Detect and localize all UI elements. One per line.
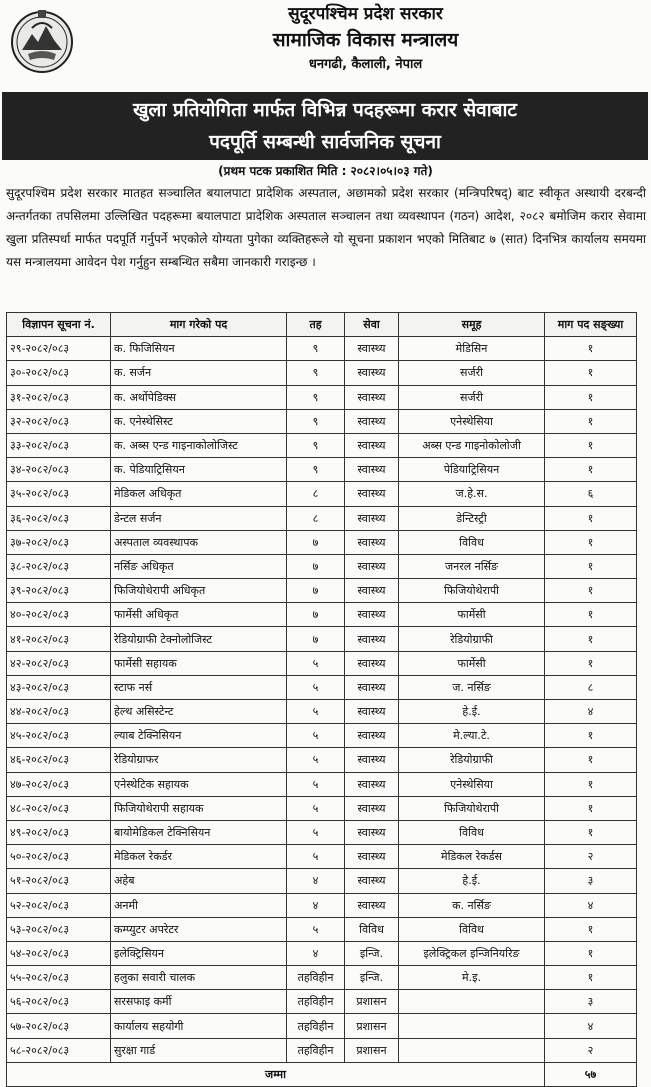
cell-post: क. सर्जन: [111, 361, 287, 385]
cell-post: अनमी: [111, 893, 287, 917]
cell-count: १: [545, 337, 637, 361]
cell-group: अब्स एन्ड गाइनोकोलोजी: [399, 433, 545, 457]
cell-service: प्रशासन: [345, 990, 399, 1014]
cell-notice-no: ४५-२०८२/०८३: [7, 724, 111, 748]
vacancy-table: [6, 312, 637, 1087]
cell-level: ५: [287, 772, 345, 796]
cell-post: सरसफाइ कर्मी: [111, 990, 287, 1014]
total-row: [7, 1062, 637, 1086]
cell-group: फार्मेसी: [399, 651, 545, 675]
cell-level: ९: [287, 361, 345, 385]
notice-title-banner: [2, 92, 648, 160]
header-level: तह: [287, 313, 345, 337]
cell-post: स्टाफ नर्स: [111, 675, 287, 699]
cell-service: विविध: [345, 917, 399, 941]
table-row: [7, 458, 637, 482]
cell-post: कम्प्युटर अपरेटर: [111, 917, 287, 941]
cell-notice-no: ३७-२०८२/०८३: [7, 530, 111, 554]
cell-level: ५: [287, 845, 345, 869]
cell-notice-no: ३६-२०८२/०८३: [7, 506, 111, 530]
cell-notice-no: ३५-२०८२/०८३: [7, 482, 111, 506]
letterhead: [0, 0, 651, 90]
cell-service: स्वास्थ्य: [345, 433, 399, 457]
table-row: [7, 409, 637, 433]
table-row: [7, 941, 637, 965]
cell-level: ५: [287, 820, 345, 844]
cell-level: ७: [287, 554, 345, 578]
cell-post: रेडियोग्राफर: [111, 748, 287, 772]
cell-notice-no: ५४-२०८२/०८३: [7, 941, 111, 965]
cell-group: ज.हे.स.: [399, 482, 545, 506]
cell-count: १: [545, 506, 637, 530]
cell-service: स्वास्थ्य: [345, 724, 399, 748]
cell-group: मे.ल्या.टे.: [399, 724, 545, 748]
cell-count: १: [545, 966, 637, 990]
cell-service: स्वास्थ्य: [345, 579, 399, 603]
cell-notice-no: ३४-२०८२/०८३: [7, 458, 111, 482]
cell-count: १: [545, 433, 637, 457]
table-row: [7, 482, 637, 506]
cell-count: १: [545, 748, 637, 772]
cell-group: मेडिकल रेकर्डस: [399, 845, 545, 869]
cell-service: स्वास्थ्य: [345, 700, 399, 724]
header-post: माग गरेको पद: [111, 313, 287, 337]
cell-service: स्वास्थ्य: [345, 409, 399, 433]
cell-notice-no: ५२-२०८२/०८३: [7, 893, 111, 917]
cell-level: ९: [287, 409, 345, 433]
cell-notice-no: ३२-२०८२/०८३: [7, 409, 111, 433]
cell-count: १: [545, 772, 637, 796]
table-row: [7, 700, 637, 724]
cell-level: ५: [287, 724, 345, 748]
cell-post: इलेक्ट्रिसियन: [111, 941, 287, 965]
cell-service: स्वास्थ्य: [345, 627, 399, 651]
total-value: ५७: [545, 1062, 637, 1086]
cell-service: प्रशासन: [345, 1014, 399, 1038]
cell-count: १: [545, 579, 637, 603]
cell-notice-no: ५०-२०८२/०८३: [7, 845, 111, 869]
cell-level: तहविहीन: [287, 1038, 345, 1062]
cell-level: ७: [287, 579, 345, 603]
table-row: [7, 433, 637, 457]
cell-level: ४: [287, 893, 345, 917]
cell-count: १: [545, 820, 637, 844]
total-label: जम्मा: [7, 1062, 545, 1086]
cell-group: सर्जरी: [399, 385, 545, 409]
cell-group: डेन्टिस्ट्री: [399, 506, 545, 530]
cell-count: १: [545, 917, 637, 941]
table-row: [7, 579, 637, 603]
cell-group: मेडिसिन: [399, 337, 545, 361]
cell-service: स्वास्थ्य: [345, 361, 399, 385]
cell-notice-no: ३०-२०८२/०८३: [7, 361, 111, 385]
publish-date: (प्रथम पटक प्रकाशित मिति : २०८२।०५।०३ गते): [218, 164, 433, 178]
cell-post: क. अब्स एन्ड गाइनाकोलोजिस्ट: [111, 433, 287, 457]
cell-group: हे.ई.: [399, 869, 545, 893]
cell-post: मेडिकल अधिकृत: [111, 482, 287, 506]
header-service: सेवा: [345, 313, 399, 337]
cell-level: ५: [287, 675, 345, 699]
cell-service: स्वास्थ्य: [345, 506, 399, 530]
cell-count: १: [545, 796, 637, 820]
table-row: [7, 675, 637, 699]
cell-notice-no: ५३-२०८२/०८३: [7, 917, 111, 941]
cell-count: १: [545, 941, 637, 965]
cell-post: हलुका सवारी चालक: [111, 966, 287, 990]
cell-post: अहेब: [111, 869, 287, 893]
cell-service: इन्जि.: [345, 941, 399, 965]
notice-title-line-1: खुला प्रतियोगिता मार्फत विभिन्न पदहरूमा करार सेवाबाट: [132, 99, 517, 121]
cell-group: जनरल नर्सिङ: [399, 554, 545, 578]
cell-level: ५: [287, 748, 345, 772]
cell-group: फिजियोथेरापी: [399, 579, 545, 603]
cell-post: रेडियोग्राफी टेक्नोलोजिस्ट: [111, 627, 287, 651]
cell-service: स्वास्थ्य: [345, 554, 399, 578]
cell-service: स्वास्थ्य: [345, 893, 399, 917]
cell-level: तहविहीन: [287, 990, 345, 1014]
cell-post: क. पेडियाट्रिसियन: [111, 458, 287, 482]
cell-service: स्वास्थ्य: [345, 385, 399, 409]
cell-count: २: [545, 845, 637, 869]
cell-count: १: [545, 651, 637, 675]
table-row: [7, 990, 637, 1014]
cell-count: १: [545, 458, 637, 482]
table-row: [7, 917, 637, 941]
cell-post: डेन्टल सर्जन: [111, 506, 287, 530]
cell-level: ४: [287, 869, 345, 893]
cell-notice-no: ४२-२०८२/०८३: [7, 651, 111, 675]
cell-count: १: [545, 554, 637, 578]
cell-post: अस्पताल व्यवस्थापक: [111, 530, 287, 554]
header-notice-no: विज्ञापन सूचना नं.: [7, 313, 111, 337]
table-row: [7, 845, 637, 869]
cell-level: ५: [287, 796, 345, 820]
cell-level: तहविहीन: [287, 966, 345, 990]
cell-notice-no: ४६-२०८२/०८३: [7, 748, 111, 772]
cell-post: मेडिकल रेकर्डर: [111, 845, 287, 869]
table-row: [7, 1038, 637, 1062]
ministry-heading: सामाजिक विकास मन्त्रालय: [272, 29, 459, 51]
cell-post: कार्यालय सहयोगी: [111, 1014, 287, 1038]
cell-group: रेडियोग्राफी: [399, 627, 545, 651]
table-row: [7, 748, 637, 772]
cell-count: ८: [545, 675, 637, 699]
cell-count: ४: [545, 893, 637, 917]
table-row: [7, 337, 637, 361]
cell-post: क. फिजिसियन: [111, 337, 287, 361]
cell-level: ५: [287, 651, 345, 675]
cell-post: ल्याब टेक्निसियन: [111, 724, 287, 748]
cell-level: ५: [287, 917, 345, 941]
cell-notice-no: ४७-२०८२/०८३: [7, 772, 111, 796]
cell-notice-no: ४१-२०८२/०८३: [7, 627, 111, 651]
cell-notice-no: ४०-२०८२/०८३: [7, 603, 111, 627]
cell-count: ३: [545, 869, 637, 893]
cell-level: ७: [287, 627, 345, 651]
table-row: [7, 966, 637, 990]
cell-count: ४: [545, 700, 637, 724]
cell-group: इलेक्ट्रिकल इन्जिनियरिङ: [399, 941, 545, 965]
cell-notice-no: २९-२०८२/०८३: [7, 337, 111, 361]
cell-post: फिजियोथेरापी सहायक: [111, 796, 287, 820]
cell-group: एनेस्थेसिया: [399, 772, 545, 796]
table-row: [7, 796, 637, 820]
cell-count: १: [545, 409, 637, 433]
cell-service: प्रशासन: [345, 1038, 399, 1062]
cell-notice-no: ३८-२०८२/०८३: [7, 554, 111, 578]
cell-post: हेल्थ असिस्टेन्ट: [111, 700, 287, 724]
table-row: [7, 554, 637, 578]
table-row: [7, 772, 637, 796]
cell-post: बायोमेडिकल टेक्निसियन: [111, 820, 287, 844]
cell-notice-no: ४४-२०८२/०८३: [7, 700, 111, 724]
cell-count: २: [545, 1038, 637, 1062]
cell-level: ५: [287, 700, 345, 724]
cell-count: १: [545, 361, 637, 385]
cell-notice-no: ३१-२०८२/०८३: [7, 385, 111, 409]
cell-group: सर्जरी: [399, 361, 545, 385]
cell-notice-no: ५७-२०८२/०८३: [7, 1014, 111, 1038]
cell-level: ९: [287, 433, 345, 457]
cell-group: [399, 990, 545, 1014]
cell-service: इन्जि.: [345, 966, 399, 990]
table-row: [7, 385, 637, 409]
cell-level: ४: [287, 941, 345, 965]
cell-service: स्वास्थ्य: [345, 651, 399, 675]
cell-group: [399, 1014, 545, 1038]
cell-group: क. नर्सिङ: [399, 893, 545, 917]
cell-post: क. अर्थोपेडिक्स: [111, 385, 287, 409]
table-row: [7, 603, 637, 627]
cell-notice-no: ५५-२०८२/०८३: [7, 966, 111, 990]
cell-group: [399, 1038, 545, 1062]
cell-level: ८: [287, 482, 345, 506]
cell-count: १: [545, 530, 637, 554]
cell-notice-no: ५६-२०८२/०८३: [7, 990, 111, 1014]
cell-level: ९: [287, 458, 345, 482]
cell-notice-no: ५८-२०८२/०८३: [7, 1038, 111, 1062]
cell-service: स्वास्थ्य: [345, 458, 399, 482]
cell-service: स्वास्थ्य: [345, 820, 399, 844]
cell-service: स्वास्थ्य: [345, 796, 399, 820]
address-line: धनगढी, कैलाली, नेपाल: [308, 57, 423, 72]
cell-notice-no: ५१-२०८२/०८३: [7, 869, 111, 893]
table-row: [7, 1014, 637, 1038]
cell-notice-no: ४८-२०८२/०८३: [7, 796, 111, 820]
cell-group: मे.इ.: [399, 966, 545, 990]
cell-service: स्वास्थ्य: [345, 530, 399, 554]
cell-service: स्वास्थ्य: [345, 869, 399, 893]
table-row: [7, 506, 637, 530]
cell-level: ९: [287, 385, 345, 409]
cell-service: स्वास्थ्य: [345, 772, 399, 796]
province-government-heading: सुदूरपश्चिम प्रदेश सरकार: [288, 4, 443, 24]
cell-count: ३: [545, 990, 637, 1014]
header-group: समूह: [399, 313, 545, 337]
table-row: [7, 651, 637, 675]
cell-group: ज. नर्सिङ: [399, 675, 545, 699]
notice-body-text: सुदूरपश्चिम प्रदेश सरकार मातहत सञ्चालित बयालपाटा प्रादेशिक अस्पताल, अछामको प्रदेश सरकार (मन्त्रिपरिषद्) बाट स्वीकृत अस्थायी दरबन्दी अन्तर्गतका तपसिलमा उल्लिखित पदहरूमा बयालपाटा प्रादेशिक अस्पताल सञ्चालन तथा व्यवस्थापन (गठन) आदेश, २०८२ बमोजिम करार सेवामा खुला प्रतिस्पर्धा मार्फत पदपूर्ति गर्नुपर्ने भएकोले योग्यता पुगेका व्यक्तिहरूले यो सूचना प्रकाशन भएको मितिबाट ७ (सात) दिनभित्र कार्यालय समयमा यस मन्त्रालयमा आवेदन पेश गर्नुहुन सम्बन्धित सबैमा जानकारी गराइन्छ ।: [6, 186, 646, 269]
government-emblem-icon: [10, 4, 74, 80]
cell-count: १: [545, 385, 637, 409]
cell-notice-no: ४३-२०८२/०८३: [7, 675, 111, 699]
cell-post: सुरक्षा गार्ड: [111, 1038, 287, 1062]
cell-group: रेडियोग्राफी: [399, 748, 545, 772]
cell-level: तहविहीन: [287, 1014, 345, 1038]
table-row: [7, 627, 637, 651]
header-count: माग पद सङ्ख्या: [545, 313, 637, 337]
cell-level: ७: [287, 530, 345, 554]
cell-group: विविध: [399, 530, 545, 554]
cell-service: स्वास्थ्य: [345, 675, 399, 699]
cell-group: हे.ई.: [399, 700, 545, 724]
cell-notice-no: ४९-२०८२/०८३: [7, 820, 111, 844]
cell-group: फार्मेसी: [399, 603, 545, 627]
cell-service: स्वास्थ्य: [345, 337, 399, 361]
cell-count: १: [545, 724, 637, 748]
cell-count: १: [545, 603, 637, 627]
table-row: [7, 361, 637, 385]
cell-group: विविध: [399, 820, 545, 844]
cell-service: स्वास्थ्य: [345, 845, 399, 869]
cell-group: पेडियाट्रिसियन: [399, 458, 545, 482]
cell-post: फार्मेसी अधिकृत: [111, 603, 287, 627]
table-row: [7, 724, 637, 748]
cell-service: स्वास्थ्य: [345, 748, 399, 772]
cell-group: एनेस्थेसिया: [399, 409, 545, 433]
cell-group: फिजियोथेरापी: [399, 796, 545, 820]
table-header-row: [7, 313, 637, 337]
notice-title-line-2: पदपूर्ति सम्बन्धी सार्वजनिक सूचना: [209, 131, 441, 153]
cell-count: ४: [545, 1014, 637, 1038]
cell-group: विविध: [399, 917, 545, 941]
cell-post: नर्सिङ अधिकृत: [111, 554, 287, 578]
cell-level: ९: [287, 337, 345, 361]
cell-level: ८: [287, 506, 345, 530]
cell-notice-no: ३३-२०८२/०८३: [7, 433, 111, 457]
cell-post: एनेस्थेटिक सहायक: [111, 772, 287, 796]
table-row: [7, 530, 637, 554]
table-row: [7, 820, 637, 844]
cell-level: ७: [287, 603, 345, 627]
cell-post: क. एनेस्थेसिस्ट: [111, 409, 287, 433]
cell-count: १: [545, 627, 637, 651]
table-row: [7, 869, 637, 893]
cell-notice-no: ३९-२०८२/०८३: [7, 579, 111, 603]
cell-service: स्वास्थ्य: [345, 603, 399, 627]
table-row: [7, 893, 637, 917]
cell-post: फार्मेसी सहायक: [111, 651, 287, 675]
cell-post: फिजियोथेरापी अधिकृत: [111, 579, 287, 603]
cell-count: ६: [545, 482, 637, 506]
cell-service: स्वास्थ्य: [345, 482, 399, 506]
